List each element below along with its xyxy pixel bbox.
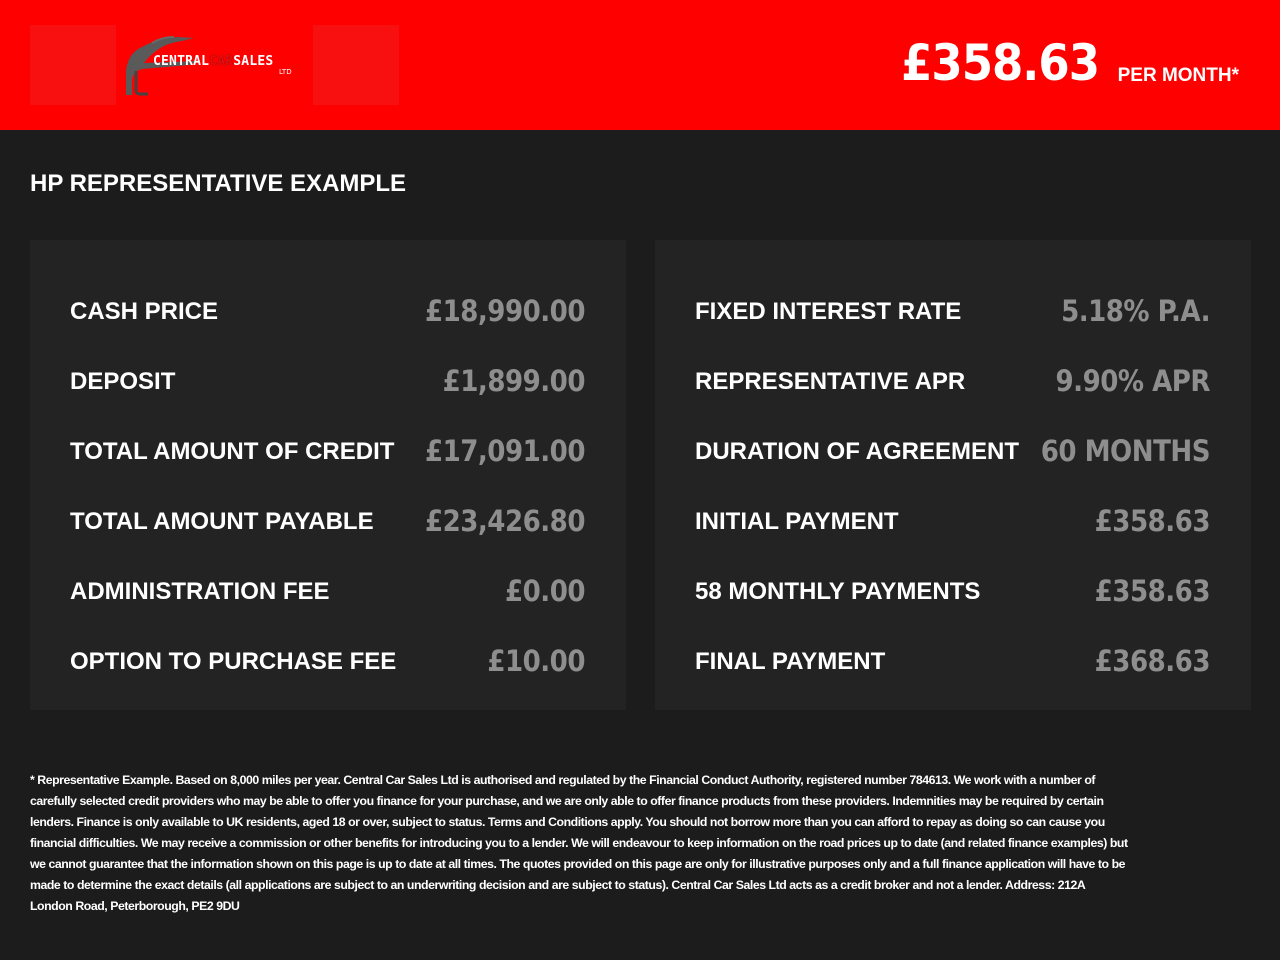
logo-wordmark [153, 54, 273, 69]
finance-row [70, 570, 585, 610]
finance-row [70, 640, 585, 680]
finance-row [695, 290, 1210, 330]
finance-row-value: £10.00 [487, 644, 585, 678]
logo-word-car: CAR [209, 54, 234, 69]
finance-row-value: £18,990.00 [424, 294, 585, 328]
finance-row [695, 640, 1210, 680]
finance-row-label: CASH PRICE [70, 298, 219, 325]
finance-row-value: £0.00 [504, 574, 585, 608]
logo-side-block-left [30, 25, 116, 105]
finance-row-value: £368.63 [1094, 644, 1210, 678]
finance-row-value: £17,091.00 [424, 434, 585, 468]
finance-row-label: DEPOSIT [70, 368, 176, 395]
logo-sub-text: LTD [279, 68, 292, 76]
finance-row-value: £1,899.00 [442, 364, 585, 398]
finance-row-value: 5.18% P.A. [1061, 294, 1210, 328]
header-bar [0, 0, 1280, 130]
finance-row-label: 58 MONTHLY PAYMENTS [695, 578, 981, 605]
finance-row-label: INITIAL PAYMENT [695, 508, 899, 535]
finance-row-label: FINAL PAYMENT [695, 648, 886, 675]
finance-row [70, 290, 585, 330]
finance-row-label: DURATION OF AGREEMENT [695, 438, 1019, 465]
logo-side-block-right [313, 25, 399, 105]
finance-row-label: TOTAL AMOUNT PAYABLE [70, 508, 374, 535]
finance-row [695, 360, 1210, 400]
monthly-price: £358.63 [901, 34, 1099, 92]
finance-panel-right [655, 240, 1251, 710]
section-title: HP REPRESENTATIVE EXAMPLE [30, 170, 407, 197]
logo-word-sales: SALES [233, 54, 274, 69]
per-month-label: PER MONTH* [1117, 65, 1239, 86]
finance-row [70, 430, 585, 470]
finance-row-value: 9.90% APR [1055, 364, 1210, 398]
finance-row-label: TOTAL AMOUNT OF CREDIT [70, 438, 395, 465]
finance-row-value: £23,426.80 [424, 504, 585, 538]
logo-word-central: CENTRAL [153, 54, 210, 69]
finance-row [695, 430, 1210, 470]
finance-row-value: £358.63 [1094, 504, 1210, 538]
disclaimer-text: * Representative Example. Based on 8,000 miles per year. Central Car Sales Ltd is authorised and regulated by the Financial Conduct Authority, registered number 784613. We work with a number of carefully selected credit providers who may be able to offer you finance for your purchase, and we are only able to offer finance products from these providers. Indemnities may be required by certain lenders. Finance is only available to UK residents, aged 18 or over, subject to status. Terms and Conditions apply. You should not borrow more than you can afford to repay as doing so can cause you financial difficulties. We may receive a commission or other benefits for introducing you to a lender. We will endeavour to keep information on the road prices up to date (and related finance examples) but we cannot guarantee that the information shown on this page is up to date at all times. The quotes provided on this page are only for illustrative purposes only and a full finance application will have to be made to determine the exact details (all applications are subject to an underwriting decision and are subject to status). Central Car Sales Ltd acts as a credit broker and not a lender. Address: 212A London Road, Peterborough, PE2 9DU [30, 773, 1128, 913]
finance-row [695, 570, 1210, 610]
finance-panel-left [30, 240, 626, 710]
finance-row-value: 60 MONTHS [1040, 434, 1210, 468]
finance-row [70, 360, 585, 400]
finance-row-label: OPTION TO PURCHASE FEE [70, 648, 397, 675]
finance-row-label: REPRESENTATIVE APR [695, 368, 966, 395]
finance-row-label: FIXED INTEREST RATE [695, 298, 962, 325]
finance-row [695, 500, 1210, 540]
dealer-logo[interactable] [116, 25, 313, 105]
finance-row-label: ADMINISTRATION FEE [70, 578, 330, 605]
finance-row-value: £358.63 [1094, 574, 1210, 608]
footer [0, 740, 1280, 960]
finance-row [70, 500, 585, 540]
